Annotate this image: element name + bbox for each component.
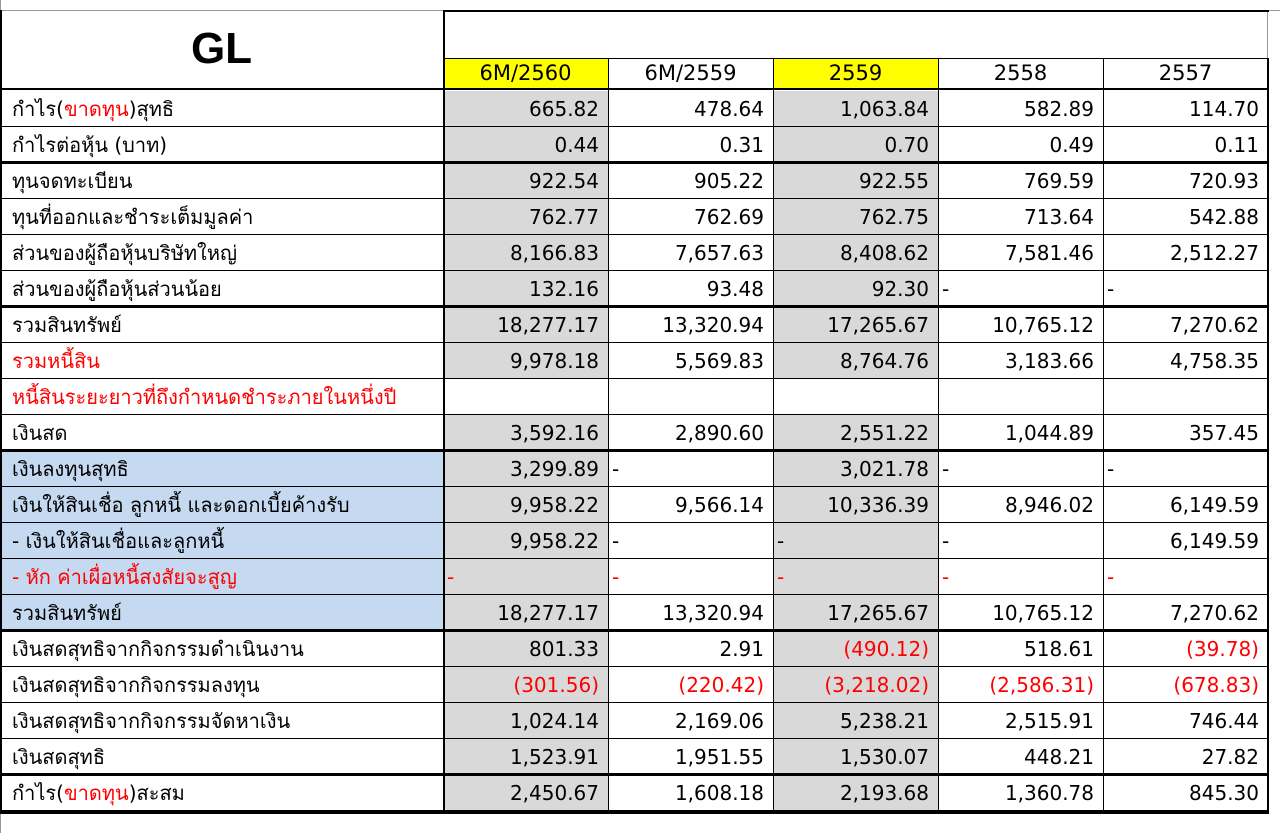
table-cell[interactable]: 2,512.27 [1169,241,1259,265]
table-cell[interactable]: 1,951.55 [674,745,764,769]
table-cell[interactable]: - [773,523,938,559]
table-cell[interactable]: 762.69 [694,205,764,229]
column-header[interactable]: 2559 [773,58,938,88]
table-cell[interactable]: 542.88 [1189,205,1259,229]
table-cell[interactable]: 0.11 [1214,133,1259,157]
column-header[interactable]: 2558 [993,61,1048,85]
table-cell[interactable]: 4,758.35 [1169,349,1259,373]
grid-line [608,58,609,811]
row-label-text: หนี้สินระยะยาวที่ถึงกำหนดชำระภายในหนึ่งปี [12,385,397,409]
table-cell[interactable]: 3,299.89 [443,451,608,487]
table-cell[interactable]: 582.89 [1024,97,1094,121]
table-cell[interactable]: 9,978.18 [443,343,608,379]
row-label[interactable] [0,487,443,523]
table-cell[interactable]: 1,044.89 [1004,421,1094,445]
grid-line [773,58,774,811]
table-cell[interactable]: 0.70 [773,127,938,163]
table-cell[interactable]: 93.48 [706,277,764,301]
grid-line [0,10,2,811]
table-cell[interactable]: - [443,559,608,595]
grid-line [0,342,1269,343]
table-cell[interactable] [443,379,608,415]
table-cell[interactable]: 720.93 [1189,169,1259,193]
table-cell[interactable]: (678.83) [1173,673,1259,697]
grid-line [443,10,445,811]
grid-line [0,666,1269,667]
table-cell[interactable]: 922.55 [773,163,938,199]
grid-line [443,10,1269,12]
row-label[interactable] [0,127,443,163]
row-label[interactable] [0,703,443,739]
row-label-text: ขาดทุน [63,781,129,805]
table-cell[interactable]: 5,238.21 [773,703,938,739]
table-cell[interactable]: - [612,565,620,589]
row-label-text: - เงินให้สินเชื่อและลูกหนี้ [12,529,225,553]
row-label-text: เงินลงทุนสุทธิ [12,457,129,481]
row-label-text: เงินสดสุทธิจากกิจกรรมจัดหาเงิน [12,709,291,733]
table-cell[interactable]: 801.33 [443,631,608,667]
row-label-text: ทุนที่ออกและชำระเต็มมูลค่า [12,205,254,229]
row-label[interactable] [0,559,443,595]
table-cell[interactable]: (39.78) [1186,637,1259,661]
table-cell[interactable]: 7,657.63 [674,241,764,265]
table-cell[interactable]: 2,551.22 [773,415,938,451]
row-label-text: รวมสินทรัพย์ [12,601,122,625]
grid-line [0,738,1269,739]
table-cell[interactable]: 3,183.66 [1004,349,1094,373]
table-cell[interactable]: - [1107,277,1115,301]
table-cell[interactable]: 8,408.62 [773,235,938,271]
table-cell[interactable]: 7,270.62 [1169,601,1259,625]
table-cell[interactable]: (220.42) [678,673,764,697]
table-cell[interactable]: 13,320.94 [662,313,764,337]
grid-line [0,198,1269,199]
grid-line [0,773,1269,776]
table-cell[interactable]: 1,523.91 [443,739,608,775]
row-label-text: - หัก ค่าเผื่อหนี้สงสัยจะสูญ [12,565,237,589]
table-cell[interactable]: - [942,529,950,553]
table-cell[interactable]: 10,765.12 [992,601,1094,625]
table-cell[interactable]: - [612,457,620,481]
table-cell[interactable]: 3,021.78 [773,451,938,487]
table-cell[interactable]: 769.59 [1024,169,1094,193]
table-cell[interactable]: 0.44 [443,127,608,163]
table-cell[interactable]: 18,277.17 [443,307,608,343]
table-cell[interactable]: 8,946.02 [1004,493,1094,517]
table-cell[interactable]: 9,958.22 [443,523,608,559]
table-cell[interactable] [1103,379,1268,415]
header-top-cell [443,10,1267,58]
table-cell[interactable] [773,379,938,415]
grid-line [0,811,1269,814]
table-cell[interactable]: 13,320.94 [662,601,764,625]
table-cell[interactable]: 7,270.62 [1169,313,1259,337]
grid-line [1103,58,1104,811]
grid-line [0,126,1269,127]
row-label-text: รวมสินทรัพย์ [12,313,122,337]
grid-line [0,305,1269,308]
grid-line [0,594,1269,595]
row-label[interactable] [0,451,443,487]
row-label-text: เงินสดสุทธิจากกิจกรรมดำเนินงาน [12,637,304,661]
table-cell[interactable]: - [1107,457,1115,481]
table-cell[interactable]: 2,890.60 [674,421,764,445]
row-label[interactable] [0,595,443,631]
grid-line [0,629,1269,632]
table-cell[interactable]: 132.16 [443,271,608,307]
table-cell[interactable] [608,379,773,415]
table-cell[interactable]: 0.31 [719,133,764,157]
table-cell[interactable]: 6,149.59 [1169,493,1259,517]
table-cell[interactable]: 10,336.39 [773,487,938,523]
table-cell[interactable]: 7,581.46 [1004,241,1094,265]
table-cell[interactable]: 905.22 [694,169,764,193]
table-cell[interactable]: 762.77 [443,199,608,235]
row-label-text: ทุนจดทะเบียน [12,169,133,193]
column-header[interactable]: 2557 [1158,61,1213,85]
table-cell[interactable]: - [942,277,950,301]
table-cell[interactable]: - [942,565,950,589]
row-label[interactable] [0,163,443,199]
table-cell[interactable]: 92.30 [773,271,938,307]
table-cell[interactable]: 518.61 [1024,637,1094,661]
table-cell[interactable]: 6,149.59 [1169,529,1259,553]
grid-line [0,161,1269,164]
grid-line [0,414,1269,415]
table-cell[interactable]: 10,765.12 [992,313,1094,337]
table-cell[interactable]: 1,024.14 [443,703,608,739]
table-cell[interactable]: 2.91 [719,637,764,661]
table-cell[interactable]: 1,608.18 [674,781,764,805]
row-label[interactable] [0,91,443,127]
table-cell[interactable]: 9,566.14 [674,493,764,517]
grid-line [1267,58,1269,811]
table-cell[interactable] [938,379,1103,415]
grid-line [0,88,1269,90]
table-cell[interactable]: 114.70 [1189,97,1259,121]
table-cell[interactable]: 5,569.83 [674,349,764,373]
row-label[interactable] [0,775,443,811]
table-title: GL [190,24,253,73]
table-cell[interactable]: 2,193.68 [773,775,938,811]
table-cell[interactable]: 357.45 [1189,421,1259,445]
table-cell[interactable]: 2,450.67 [443,775,608,811]
row-label-text: )สะสม [128,781,185,805]
row-label[interactable] [0,631,443,667]
row-label[interactable] [0,343,443,379]
table-cell[interactable]: 9,958.22 [443,487,608,523]
grid-line [443,58,1269,59]
table-cell[interactable]: 746.44 [1189,709,1259,733]
table-cell[interactable]: 2,169.06 [674,709,764,733]
row-label[interactable] [0,739,443,775]
row-label-text: กำไรต่อหุ้น (บาท) [12,133,168,157]
table-cell[interactable]: 713.64 [1024,205,1094,229]
row-label[interactable] [0,199,443,235]
grid-line [0,449,1269,452]
table-cell[interactable]: 3,592.16 [443,415,608,451]
row-label[interactable] [0,667,443,703]
grid-line [0,558,1269,559]
table-cell[interactable]: 17,265.67 [773,595,938,631]
table-cell[interactable]: - [942,457,950,481]
row-label-text: เงินให้สินเชื่อ ลูกหนี้ และดอกเบี้ยค้างรับ [12,493,350,517]
table-cell[interactable]: 8,764.76 [773,343,938,379]
row-label-text: ส่วนของผู้ถือหุ้นบริษัทใหญ่ [12,241,238,265]
table-cell[interactable]: - [773,559,938,595]
row-label-text: เงินสด [12,421,68,445]
row-label-text: รวมหนี้สิน [12,349,100,373]
row-label[interactable] [0,271,443,307]
column-header[interactable]: 6M/2559 [644,61,737,85]
table-cell[interactable]: (490.12) [773,631,938,667]
row-label[interactable] [0,307,443,343]
grid-line [0,522,1269,523]
table-cell[interactable]: 845.30 [1189,781,1259,805]
row-label[interactable] [0,379,443,415]
table-cell[interactable]: 1,360.78 [1004,781,1094,805]
table-cell[interactable]: 27.82 [1201,745,1259,769]
table-cell[interactable]: 448.21 [1024,745,1094,769]
table-cell[interactable]: 922.54 [443,163,608,199]
grid-line [0,486,1269,487]
row-label-text: กำไร( [12,781,64,805]
table-cell[interactable]: 665.82 [443,91,608,127]
table-cell[interactable]: (2,586.31) [989,673,1094,697]
table-cell[interactable]: 18,277.17 [443,595,608,631]
row-label-text: ขาดทุน [63,97,129,121]
table-cell[interactable]: 2,515.91 [1004,709,1094,733]
column-header[interactable]: 6M/2560 [443,58,608,88]
grid-line [0,378,1269,379]
row-label-text: กำไร( [12,97,64,121]
row-label[interactable] [0,523,443,559]
table-cell[interactable]: 762.75 [773,199,938,235]
grid-line [938,58,939,811]
grid-line [0,234,1269,235]
row-label-text: เงินสดสุทธิ [12,745,106,769]
grid-line [0,702,1269,703]
row-label[interactable] [0,415,443,451]
table-cell[interactable]: 478.64 [694,97,764,121]
row-label-text: )สุทธิ [128,97,175,121]
table-cell[interactable]: 8,166.83 [443,235,608,271]
table-cell[interactable]: 0.49 [1049,133,1094,157]
table-cell[interactable]: 17,265.67 [773,307,938,343]
grid-line [0,270,1269,271]
table-cell[interactable]: - [1107,565,1115,589]
table-cell[interactable]: (301.56) [443,667,608,703]
table-cell[interactable]: 1,063.84 [773,91,938,127]
table-cell[interactable]: (3,218.02) [773,667,938,703]
table-cell[interactable]: - [612,529,620,553]
row-label-text: เงินสดสุทธิจากกิจกรรมลงทุน [12,673,260,697]
row-label-text: ส่วนของผู้ถือหุ้นส่วนน้อย [12,277,222,301]
row-label[interactable] [0,235,443,271]
table-cell[interactable]: 1,530.07 [773,739,938,775]
